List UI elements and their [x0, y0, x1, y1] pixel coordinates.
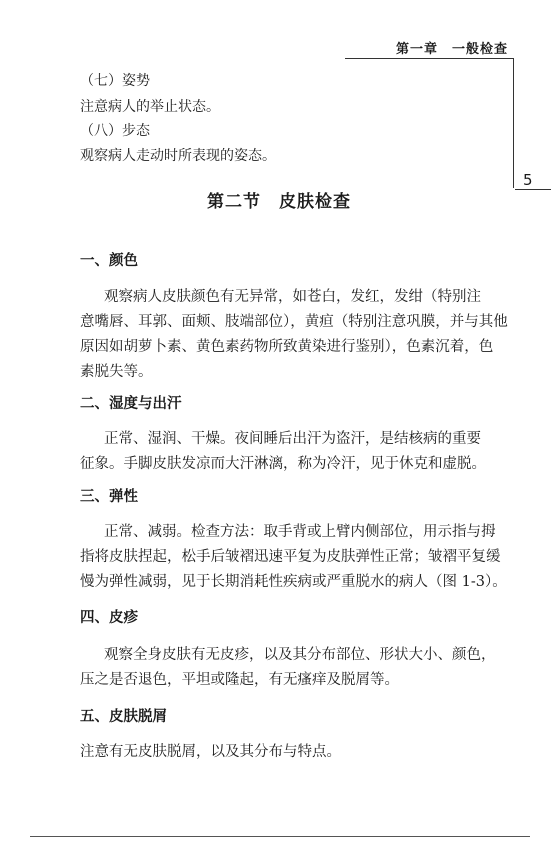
intro-label-posture: （七）姿势	[80, 73, 150, 89]
paragraph-line: 原因如胡萝卜素、黄色素药物所致黄染进行鉴别），色素沉着，色	[80, 339, 494, 355]
section-title: 第二节 皮肤检查	[207, 192, 351, 212]
paragraph-line: 征象。手脚皮肤发凉而大汗淋漓，称为冷汗，见于休克和虚脱。	[80, 456, 486, 472]
page-number: 5	[523, 171, 533, 189]
paragraph-line: 指将皮肤捏起，松手后皱褶迅速平复为皮肤弹性正常；皱褶平复缓	[80, 549, 501, 565]
heading-color: 一、颜色	[80, 253, 138, 269]
footer-rule	[30, 836, 530, 837]
heading-desquamation: 五、皮肤脱屑	[80, 709, 167, 725]
paragraph-line: 正常、湿润、干燥。夜间睡后出汗为盗汗，是结核病的重要	[104, 431, 481, 447]
paragraph-line: 观察病人皮肤颜色有无异常，如苍白，发红，发绀（特别注	[104, 289, 481, 305]
heading-elasticity: 三、弹性	[80, 489, 138, 505]
paragraph-line: 观察全身皮肤有无皮疹，以及其分布部位、形状大小、颜色，	[104, 647, 496, 663]
paragraph-line: 注意有无皮肤脱屑，以及其分布与特点。	[80, 744, 341, 760]
header-rule	[345, 58, 513, 59]
running-header-chapter: 第一章 一般检查	[396, 42, 509, 57]
heading-rash: 四、皮疹	[80, 610, 138, 626]
heading-humidity: 二、湿度与出汗	[80, 396, 182, 412]
paragraph-line: 意嘴唇、耳郭、面颊、肢端部位），黄疸（特别注意巩膜，并与其他	[80, 314, 508, 330]
paragraph-line: 素脱失等。	[80, 364, 153, 380]
paragraph-line: 慢为弹性减弱，见于长期消耗性疾病或严重脱水的病人（图 1-3）。	[80, 574, 507, 590]
intro-label-gait: （八）步态	[80, 123, 150, 139]
margin-rule	[513, 58, 514, 188]
intro-text-gait: 观察病人走动时所表现的姿态。	[80, 148, 276, 164]
paragraph-line: 压之是否退色，平坦或隆起，有无瘙痒及脱屑等。	[80, 672, 399, 688]
intro-text-posture: 注意病人的举止状态。	[80, 99, 220, 115]
paragraph-line: 正常、减弱。检查方法：取手背或上臂内侧部位，用示指与拇	[104, 524, 496, 540]
